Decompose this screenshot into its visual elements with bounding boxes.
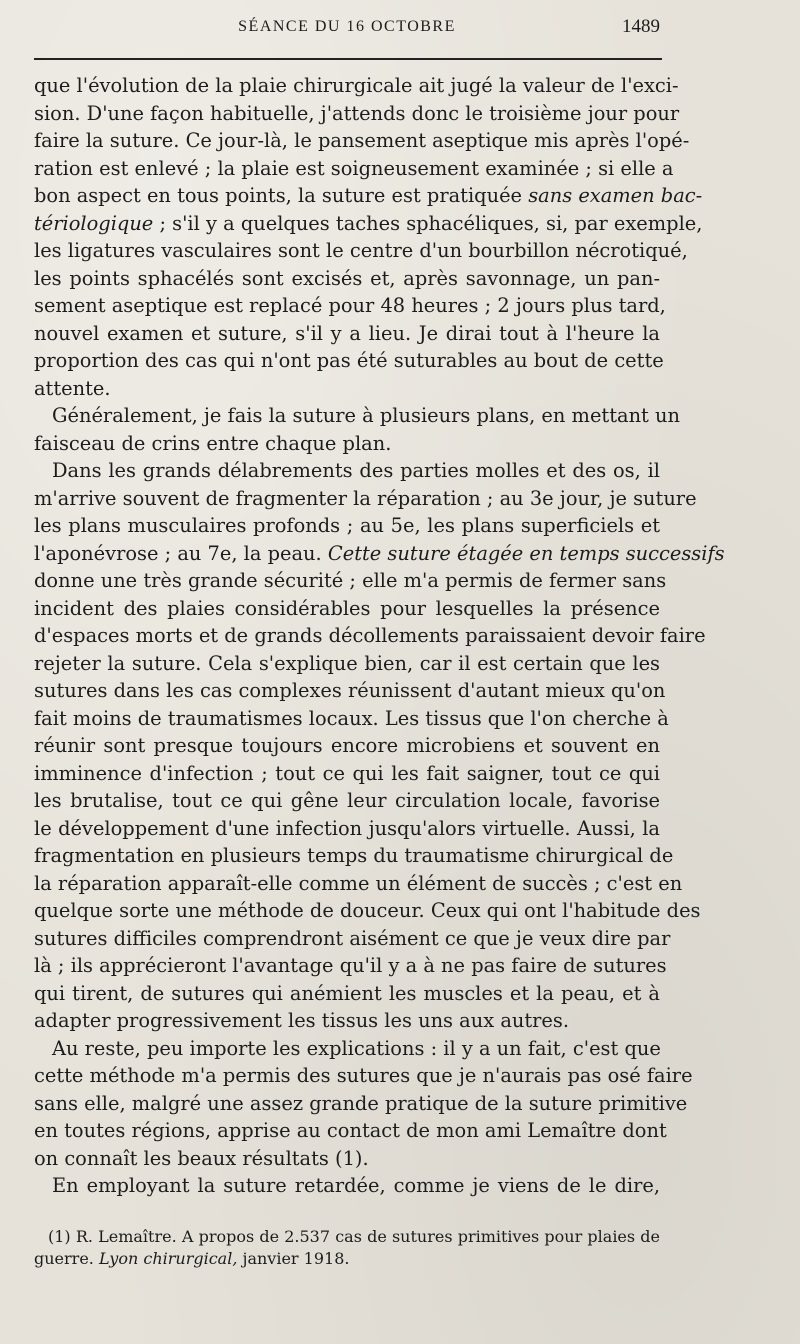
text-line xyxy=(34,402,680,430)
line-text: les points sphacélés sont excisés et, après savonnage, un pan- xyxy=(34,266,660,290)
line-text: sement aseptique est replacé pour 48 heures ; 2 jours plus tard, xyxy=(34,294,666,317)
footnote-journal: Lyon chirurgical, xyxy=(98,1249,238,1268)
line-text: qui tirent, de sutures qui anémient les muscles et la peau, et à xyxy=(34,981,660,1005)
text-line xyxy=(34,1172,660,1200)
text-line xyxy=(34,320,660,348)
line-text: que l'évolution de la plaie chirurgicale ait jugé la valeur de l'exci- xyxy=(34,74,679,97)
footnote xyxy=(34,1226,660,1270)
line-text: la réparation apparaît-elle comme un élément de succès ; c'est en xyxy=(34,871,683,895)
text-line xyxy=(34,705,669,733)
text-line xyxy=(34,787,660,815)
line-italic-text: tériologique xyxy=(34,211,154,235)
text-line xyxy=(34,210,703,238)
line-text: sutures dans les cas complexes réunissent d'autant mieux qu'on xyxy=(34,679,666,702)
text-line xyxy=(34,100,680,128)
line-text: Au reste, peu importe les explications : il y a un fait, c'est que xyxy=(52,1036,661,1060)
line-text: En employant la suture retardée, comme je viens de le dire, xyxy=(52,1174,660,1197)
footnote-line: (1) R. Lemaître. A propos de 2.537 cas de sutures primitives pour plaies de xyxy=(48,1227,660,1246)
text-line xyxy=(34,237,688,265)
line-text: imminence d'infection ; tout ce qui les fait saigner, tout ce qui xyxy=(34,761,660,785)
running-head xyxy=(34,14,660,44)
line-text: adapter progressivement les tissus les uns aux autres. xyxy=(34,1009,570,1032)
line-text: nouvel examen et suture, s'il y a lieu. Je dirai tout à l'heure la xyxy=(34,321,660,345)
text-line xyxy=(34,375,660,403)
text-line xyxy=(34,870,683,898)
header-rule xyxy=(34,58,662,60)
line-text: les ligatures vasculaires sont le centre d'un bourbillon nécrotiqué, xyxy=(34,239,688,262)
text-line xyxy=(34,567,667,595)
line-text: rejeter la suture. Cela s'explique bien, car il est certain que les xyxy=(34,651,660,675)
text-line xyxy=(34,897,701,925)
text-line xyxy=(34,155,674,183)
line-text: m'arrive souvent de fragmenter la réparation ; au 3e jour, je suture xyxy=(34,486,697,510)
text-line xyxy=(34,485,697,513)
line-text: on connaît les beaux résultats (1). xyxy=(34,1146,369,1170)
text-line xyxy=(34,760,660,788)
text-line xyxy=(34,1035,660,1063)
footnote-date: janvier 1918. xyxy=(237,1249,350,1268)
running-title: SÉANCE DU 16 OCTOBRE xyxy=(238,18,456,35)
text-line xyxy=(34,925,671,953)
line-text: proportion des cas qui n'ont pas été suturables au bout de cette xyxy=(34,349,664,372)
text-line xyxy=(34,512,660,540)
line-text: les brutalise, tout ce qui gêne leur circulation locale, favorise xyxy=(34,789,660,812)
text-line xyxy=(34,347,664,375)
text-line xyxy=(34,952,667,980)
text-line xyxy=(34,1062,693,1090)
text-line xyxy=(34,292,666,320)
line-text: d'espaces morts et de grands décollements paraissaient devoir faire xyxy=(34,624,706,647)
text-line xyxy=(34,622,706,650)
text-line xyxy=(34,430,660,458)
body-text xyxy=(34,72,725,1200)
text-line xyxy=(34,1090,688,1118)
line-text: ration est enlevé ; la plaie est soigneusement examinée ; si elle a xyxy=(34,156,674,180)
footnote-line xyxy=(34,1248,660,1270)
text-line xyxy=(34,842,674,870)
line-text: sans elle, malgré une assez grande pratique de la suture primitive xyxy=(34,1091,688,1115)
text-line xyxy=(34,1007,660,1035)
text-line xyxy=(34,1145,660,1173)
page-number: 1489 xyxy=(622,16,660,37)
line-text: en toutes régions, apprise au contact de mon ami Lemaître dont xyxy=(34,1119,667,1142)
line-text: fragmentation en plusieurs temps du traumatisme chirurgical de xyxy=(34,844,674,867)
text-line xyxy=(34,127,690,155)
line-text: faire la suture. Ce jour-là, le pansement aseptique mis après l'opé- xyxy=(34,129,690,152)
text-line xyxy=(34,650,660,678)
line-text: sutures difficiles comprendront aisément ce que je veux dire par xyxy=(34,926,671,950)
text-line xyxy=(34,980,660,1008)
line-text: quelque sorte une méthode de douceur. Ceux qui ont l'habitude des xyxy=(34,899,701,922)
line-text: Dans les grands délabrements des parties molles et des os, il xyxy=(52,459,660,482)
text-line xyxy=(34,815,660,843)
text-line xyxy=(34,677,666,705)
line-text: Généralement, je fais la suture à plusieurs plans, en mettant un xyxy=(52,404,680,427)
text-line xyxy=(34,732,660,760)
line-text: donne une très grande sécurité ; elle m'a permis de fermer sans xyxy=(34,569,667,592)
line-text: incident des plaies considérables pour lesquelles la présence xyxy=(34,596,660,620)
text-line xyxy=(34,72,679,100)
footnote-text: guerre. xyxy=(34,1249,99,1268)
text-line xyxy=(34,182,703,210)
line-text: réunir sont presque toujours encore microbiens et souvent en xyxy=(34,734,660,757)
text-line xyxy=(34,265,660,293)
line-text: faisceau de crins entre chaque plan. xyxy=(34,431,392,455)
text-line xyxy=(34,595,660,623)
line-italic-text: Cette suture étagée en temps successifs xyxy=(327,541,725,565)
line-text: attente. xyxy=(34,376,111,400)
line-text: sion. D'une façon habituelle, j'attends donc le troisième jour pour xyxy=(34,101,680,125)
line-text: fait moins de traumatismes locaux. Les tissus que l'on cherche à xyxy=(34,706,669,730)
text-line xyxy=(34,1117,667,1145)
line-text: bon aspect en tous points, la suture est pratiquée xyxy=(34,184,523,207)
line-italic-text: sans examen bac- xyxy=(528,184,703,207)
text-line xyxy=(34,540,725,568)
line-text: ; s'il y a quelques taches sphacéliques, si, par exemple, xyxy=(153,211,703,235)
line-text: le développement d'une infection jusqu'alors virtuelle. Aussi, la xyxy=(34,816,660,840)
line-text: là ; ils apprécieront l'avantage qu'il y a à ne pas faire de sutures xyxy=(34,954,667,977)
line-text: les plans musculaires profonds ; au 5e, les plans superficiels et xyxy=(34,514,660,537)
line-text: l'aponévrose ; au 7e, la peau. xyxy=(34,541,322,565)
text-line xyxy=(34,457,660,485)
line-text: cette méthode m'a permis des sutures que je n'aurais pas osé faire xyxy=(34,1064,693,1087)
